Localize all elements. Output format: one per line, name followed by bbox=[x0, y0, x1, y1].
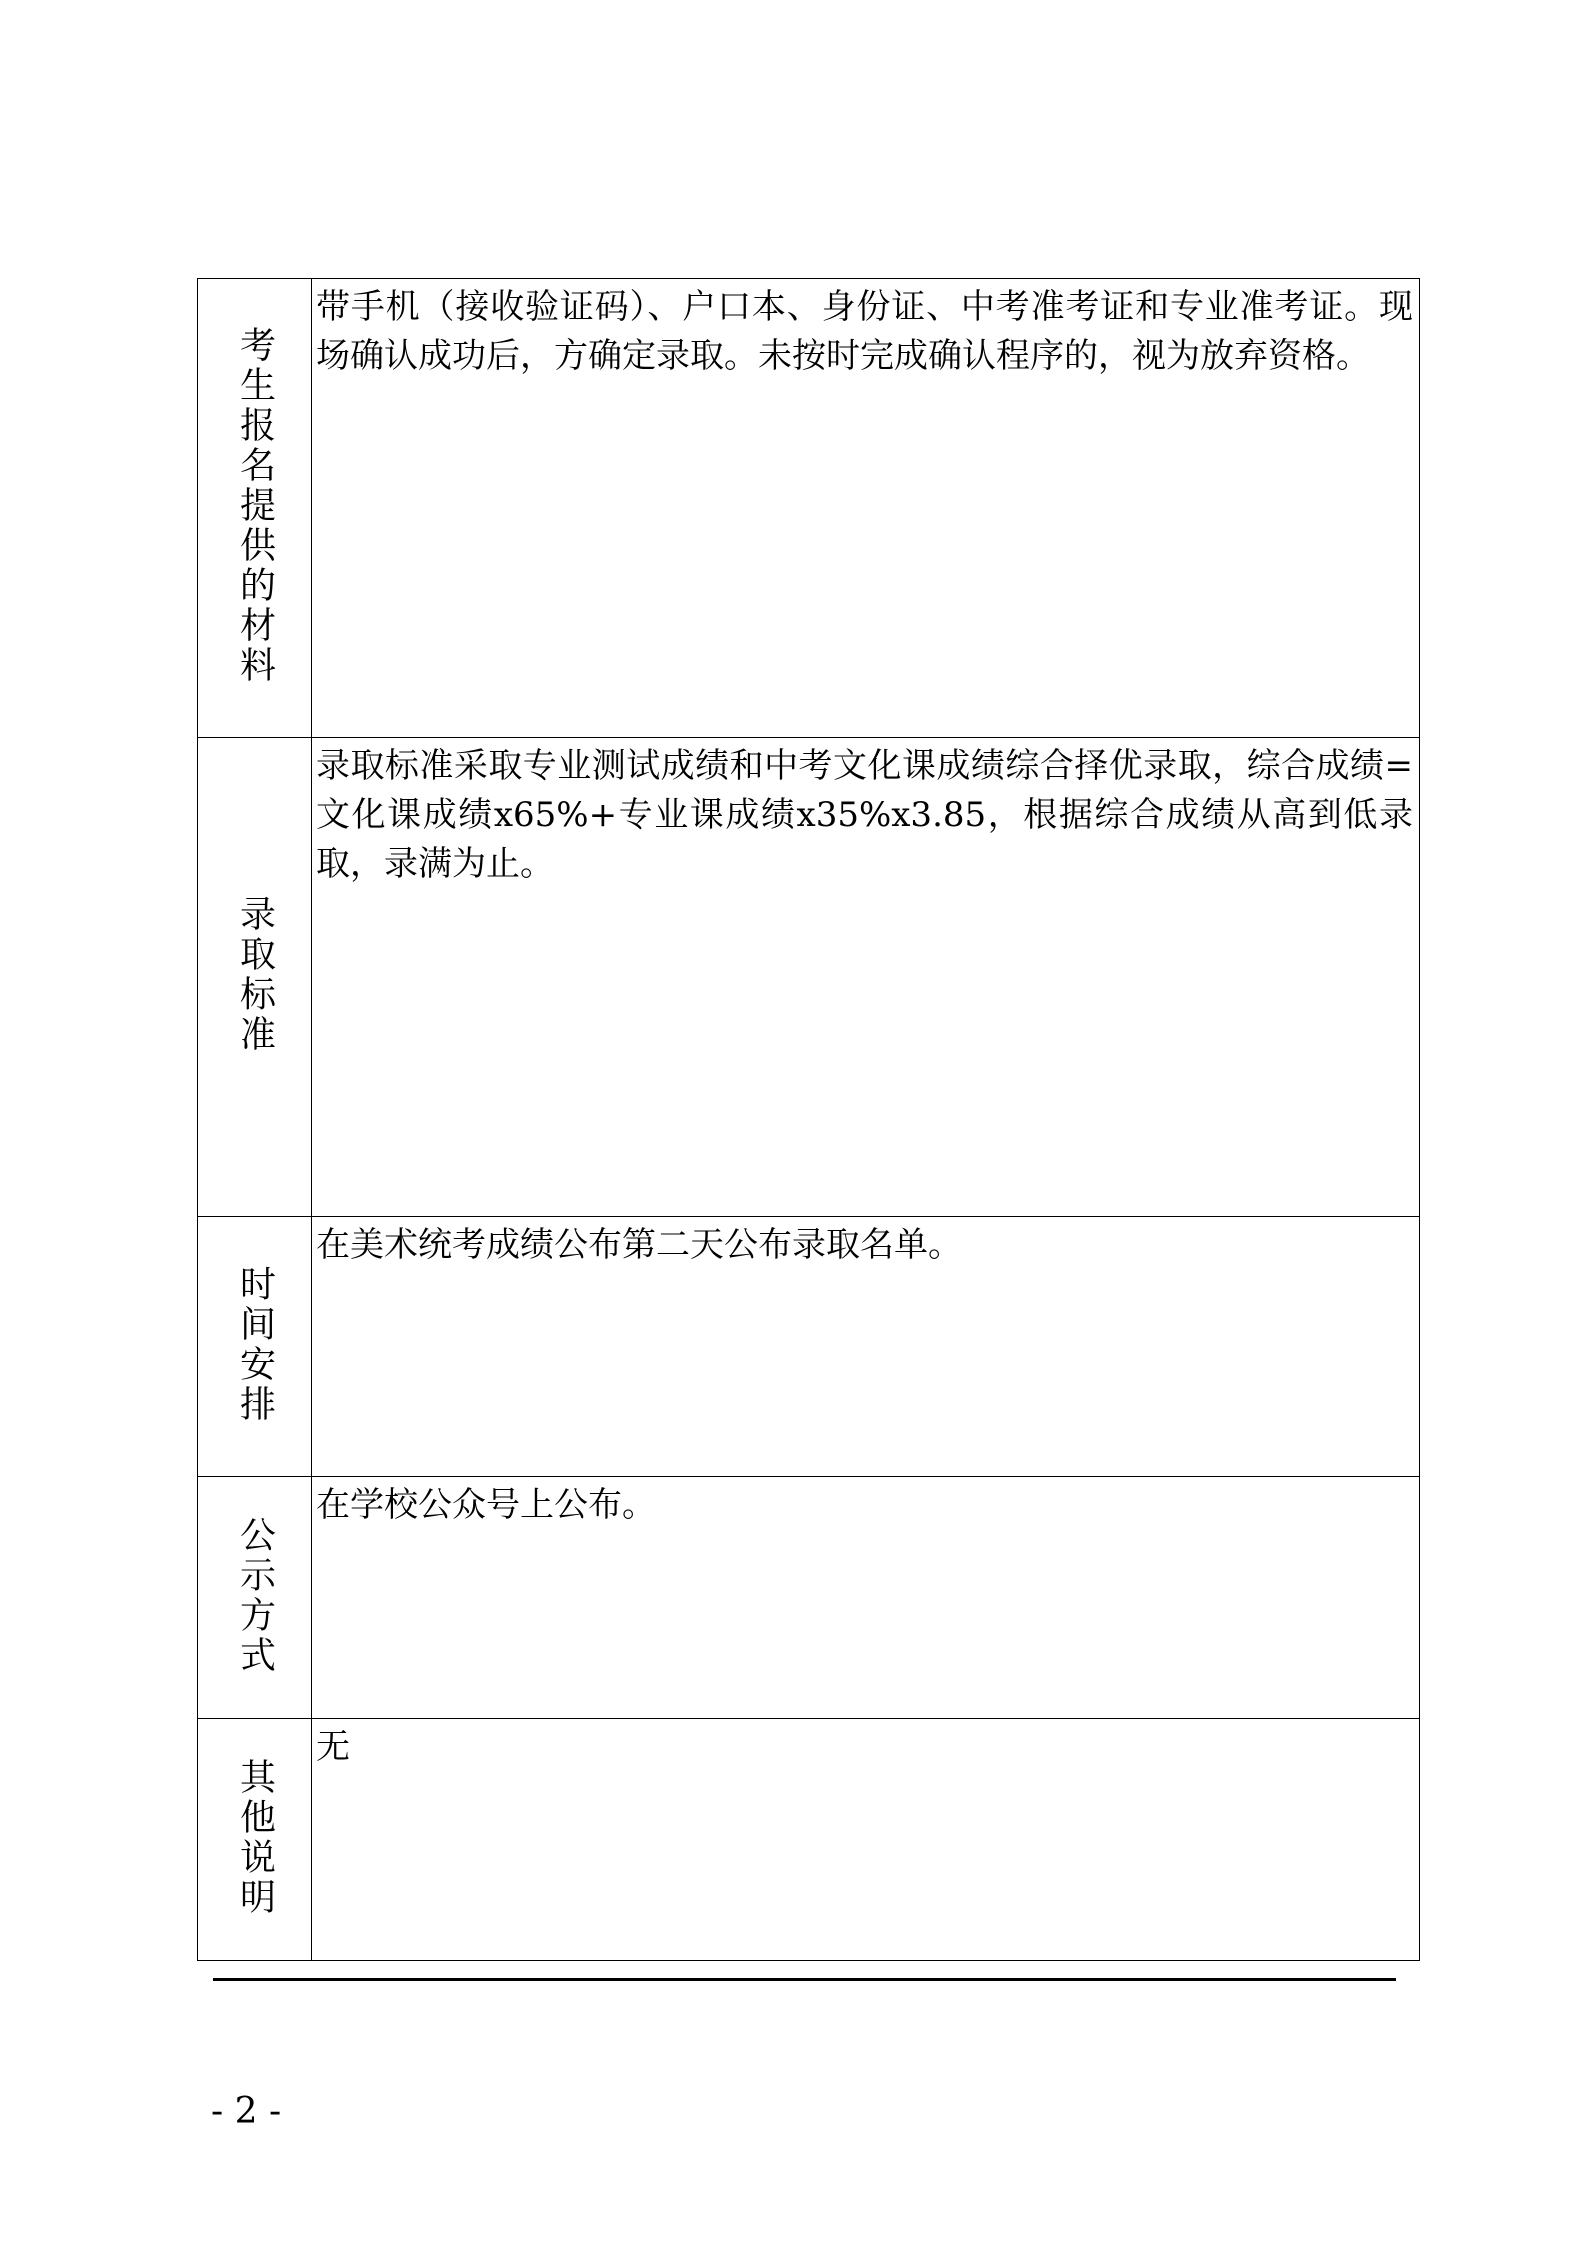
table-row-materials bbox=[198, 279, 1420, 738]
row-label-cell bbox=[198, 1477, 312, 1719]
row-label: 时间安排 bbox=[234, 1264, 276, 1425]
table-row-other-notes bbox=[198, 1719, 1420, 1961]
row-label-cell bbox=[198, 279, 312, 738]
row-label: 公示方式 bbox=[234, 1515, 276, 1676]
page-number: - 2 - bbox=[211, 2091, 282, 2132]
row-content: 在美术统考成绩公布第二天公布录取名单。 bbox=[316, 1225, 962, 1265]
row-label-cell bbox=[198, 1217, 312, 1477]
row-content: 录取标准采取专业测试成绩和中考文化课成绩综合择优录取，综合成绩=文化课成绩x65%+专业课成绩x35%x3.85，根据综合成绩从高到低录取，录满为止。 bbox=[316, 746, 1413, 884]
footer-divider bbox=[213, 1978, 1396, 1981]
row-content-cell bbox=[312, 279, 1420, 738]
row-content-cell bbox=[312, 1719, 1420, 1961]
row-content: 带手机（接收验证码）、户口本、身份证、中考准考证和专业准考证。现场确认成功后，方确定录取。未按时完成确认程序的，视为放弃资格。 bbox=[316, 287, 1413, 376]
row-content-cell bbox=[312, 738, 1420, 1217]
row-label-cell bbox=[198, 738, 312, 1217]
row-label: 录取标准 bbox=[234, 895, 276, 1055]
row-label: 考生报名提供的材料 bbox=[234, 326, 276, 686]
row-content-cell bbox=[312, 1477, 1420, 1719]
row-content: 无 bbox=[316, 1727, 350, 1767]
row-content: 在学校公众号上公布。 bbox=[316, 1485, 656, 1525]
table-row-schedule bbox=[198, 1217, 1420, 1477]
info-table bbox=[197, 278, 1420, 1961]
table-row-publicity-method bbox=[198, 1477, 1420, 1719]
row-label-cell bbox=[198, 1719, 312, 1961]
row-content-cell bbox=[312, 1217, 1420, 1477]
table-row-admission-standard bbox=[198, 738, 1420, 1217]
row-label: 其他说明 bbox=[234, 1757, 276, 1918]
